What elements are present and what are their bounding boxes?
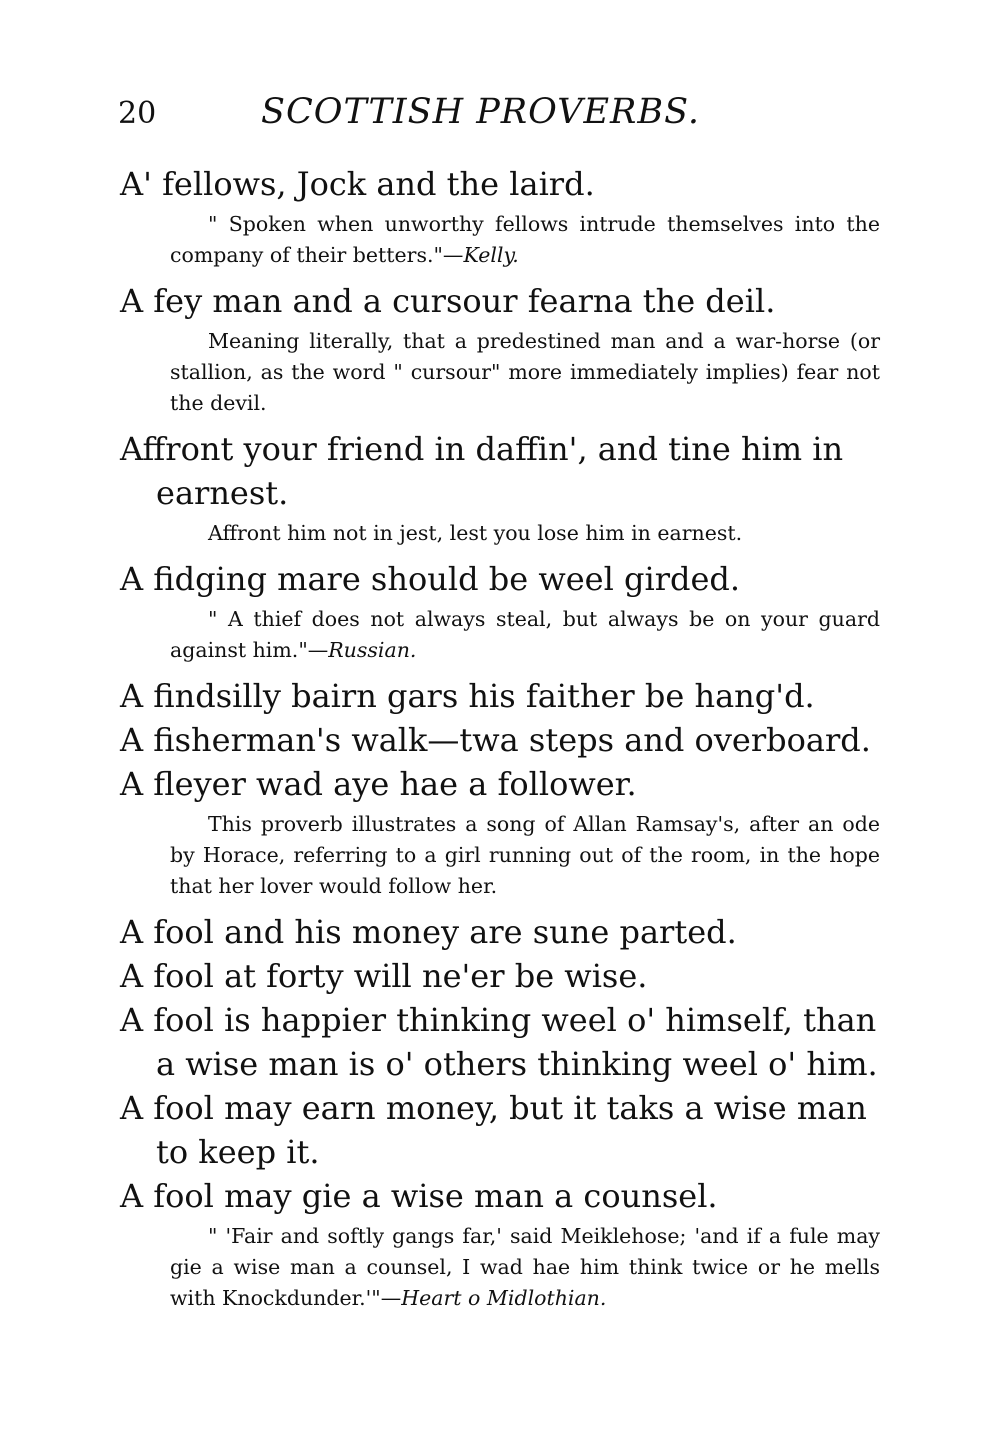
running-header (118, 92, 878, 142)
proverb-list (120, 162, 880, 1322)
proverb-note (170, 809, 880, 902)
proverb-entry (120, 910, 880, 954)
proverb-entry (120, 998, 880, 1086)
proverb-text: A fool is happier thinking weel o' himself, than a wise man is o' others thinking weel o' him. (120, 1001, 878, 1083)
proverb-text: A fey man and a cursour fearna the deil. (120, 282, 776, 320)
note-source: Kelly. (463, 243, 519, 267)
proverb-text: A' fellows, Jock and the laird. (120, 165, 595, 203)
proverb-entry (120, 762, 880, 902)
proverb-text: A fisherman's walk—twa steps and overboard. (120, 721, 871, 759)
proverb-entry (120, 954, 880, 998)
proverb-entry (120, 427, 880, 549)
note-source: Heart o Midlothian. (401, 1286, 607, 1310)
proverb-text: A fool may gie a wise man a counsel. (120, 1177, 718, 1215)
proverb-text: A fool at forty will ne'er be wise. (120, 957, 648, 995)
proverb-note (170, 209, 880, 271)
note-text: Affront him not in jest, lest you lose him in earnest. (208, 521, 743, 545)
proverb-entry (120, 279, 880, 419)
proverb-text: A fool may earn money, but it taks a wise man to keep it. (120, 1089, 867, 1171)
page-number: 20 (118, 96, 157, 131)
proverb-note (170, 518, 880, 549)
proverb-text: A findsilly bairn gars his faither be hang'd. (120, 677, 815, 715)
note-text: Meaning literally, that a predestined man and a war-horse (or stallion, as the word " cursour" more immediately implies) fear not the devil. (170, 329, 880, 415)
proverb-entry (120, 162, 880, 271)
proverb-text: A fidging mare should be weel girded. (120, 560, 741, 598)
running-title: SCOTTISH PROVERBS. (261, 92, 700, 132)
proverb-text: Affront your friend in daffin', and tine him in earnest. (120, 430, 844, 512)
proverb-entry (120, 674, 880, 718)
note-text: This proverb illustrates a song of Allan Ramsay's, after an ode by Horace, referring to a girl running out of the room, in the hope that her lover would follow her. (170, 812, 880, 898)
proverb-entry (120, 1174, 880, 1314)
note-text: " A thief does not always steal, but always be on your guard against him."— (170, 607, 880, 662)
proverb-entry (120, 1086, 880, 1174)
proverb-entry (120, 718, 880, 762)
proverb-note (170, 1221, 880, 1314)
note-source: Russian. (328, 638, 417, 662)
proverb-note (170, 604, 880, 666)
note-text: " 'Fair and softly gangs far,' said Meiklehose; 'and if a fule may gie a wise man a counsel, I wad hae him think twice or he mells with Knockdunder.'"— (170, 1224, 880, 1310)
proverb-text: A fleyer wad aye hae a follower. (120, 765, 637, 803)
proverb-entry (120, 557, 880, 666)
note-text: " Spoken when unworthy fellows intrude themselves into the company of their betters."— (170, 212, 880, 267)
proverb-note (170, 326, 880, 419)
proverb-text: A fool and his money are sune parted. (120, 913, 737, 951)
